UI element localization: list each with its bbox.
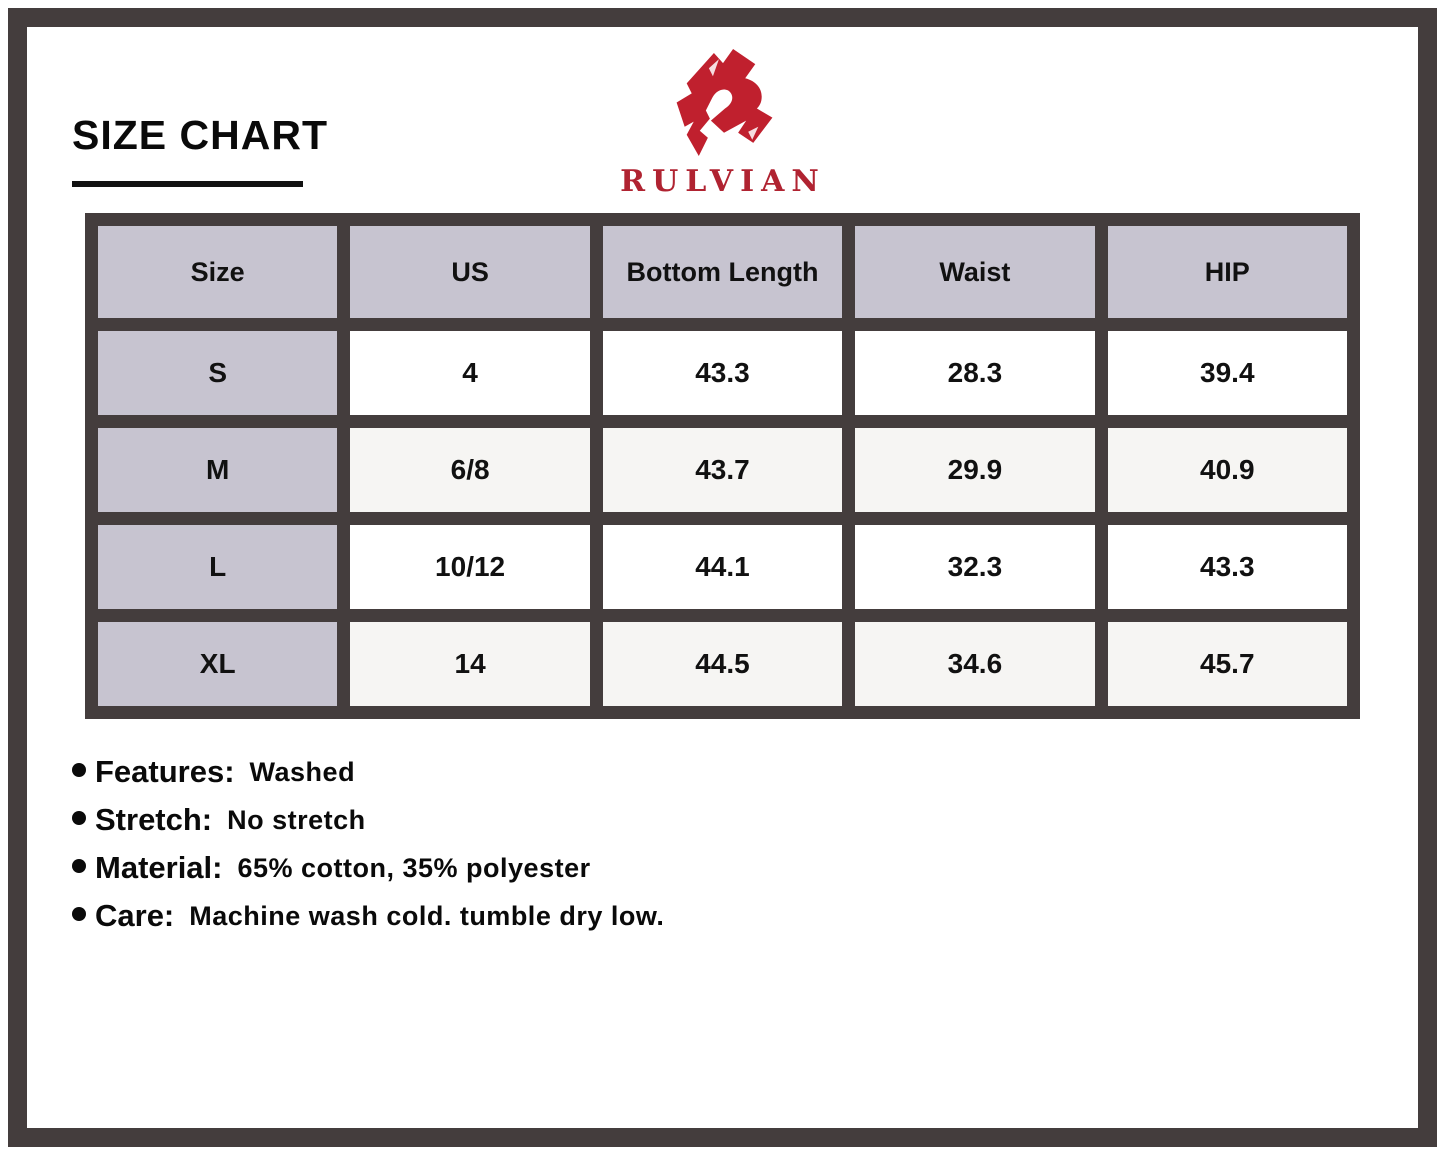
- detail-value: Machine wash cold. tumble dry low.: [189, 900, 665, 931]
- bullet-icon: [72, 859, 86, 873]
- table-row-l-bottom-length: 44.1: [603, 525, 842, 609]
- detail-value: Washed: [249, 756, 356, 787]
- bullet-icon: [72, 907, 86, 921]
- table-row-xl-bottom-length: 44.5: [603, 622, 842, 706]
- table-row-xl-hip: 45.7: [1108, 622, 1347, 706]
- table-row-m-size: M: [98, 428, 337, 512]
- table-row-s-size: S: [98, 331, 337, 415]
- detail-stretch: [72, 796, 1172, 844]
- column-header-us: US: [350, 226, 589, 318]
- title-underline: [72, 181, 303, 187]
- size-table: [85, 213, 1360, 719]
- table-row-s-us: 4: [350, 331, 589, 415]
- bullet-icon: [72, 763, 86, 777]
- table-row-l-waist: 32.3: [855, 525, 1094, 609]
- column-header-hip: HIP: [1108, 226, 1347, 318]
- table-row-xl-us: 14: [350, 622, 589, 706]
- detail-value: 65% cotton, 35% polyester: [237, 852, 591, 883]
- brand-name: RULVIAN: [620, 164, 826, 199]
- table-row-s-bottom-length: 43.3: [603, 331, 842, 415]
- table-row-s-waist: 28.3: [855, 331, 1094, 415]
- detail-features: [72, 748, 1172, 796]
- brand-logo-r-mark-icon: [667, 46, 779, 162]
- page-title: SIZE CHART: [72, 112, 328, 158]
- table-row-s-hip: 39.4: [1108, 331, 1347, 415]
- table-row-l-hip: 43.3: [1108, 525, 1347, 609]
- detail-label: Stretch:: [95, 802, 213, 837]
- detail-label: Material:: [95, 850, 223, 885]
- table-row-m-waist: 29.9: [855, 428, 1094, 512]
- table-row-xl-waist: 34.6: [855, 622, 1094, 706]
- table-row-l-size: L: [98, 525, 337, 609]
- table-row-m-hip: 40.9: [1108, 428, 1347, 512]
- column-header-bottom-length: Bottom Length: [603, 226, 842, 318]
- detail-material: [72, 844, 1172, 892]
- table-row-l-us: 10/12: [350, 525, 589, 609]
- table-row-xl-size: XL: [98, 622, 337, 706]
- brand-logo: [613, 46, 833, 199]
- detail-value: No stretch: [227, 804, 366, 835]
- column-header-size: Size: [98, 226, 337, 318]
- detail-label: Features:: [95, 754, 235, 789]
- table-row-m-bottom-length: 43.7: [603, 428, 842, 512]
- detail-label: Care:: [95, 898, 175, 933]
- column-header-waist: Waist: [855, 226, 1094, 318]
- detail-care: [72, 892, 1172, 940]
- table-row-m-us: 6/8: [350, 428, 589, 512]
- bullet-icon: [72, 811, 86, 825]
- product-details-list: [72, 748, 1172, 940]
